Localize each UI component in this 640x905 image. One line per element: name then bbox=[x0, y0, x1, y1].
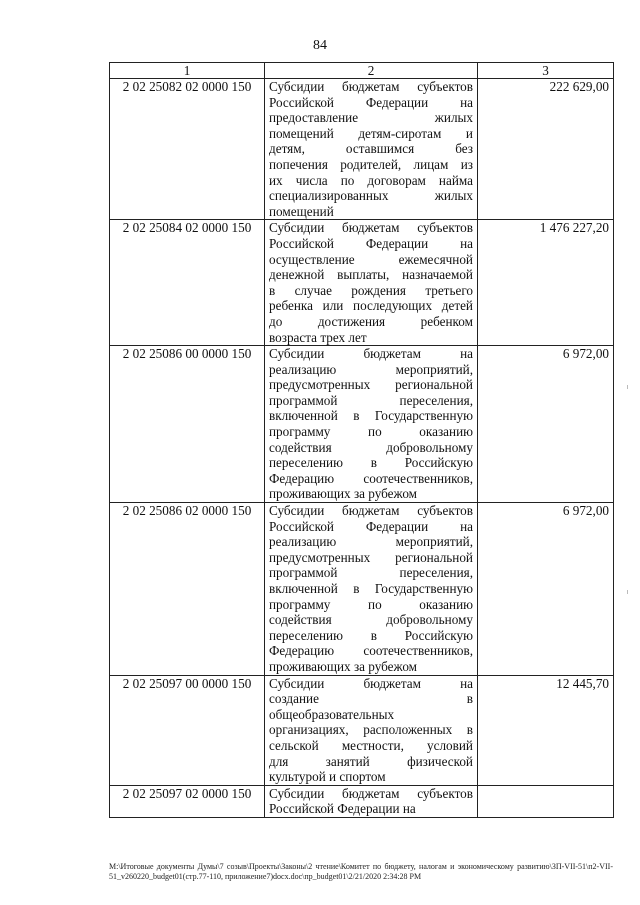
description-line: предусмотренных региональной bbox=[269, 549, 473, 565]
description-line: программой переселения, bbox=[269, 392, 473, 408]
table-header-row bbox=[110, 63, 614, 79]
column-header-2: 2 bbox=[265, 63, 478, 79]
table-row bbox=[110, 79, 614, 220]
description-line: Субсидии бюджетам субъектов bbox=[269, 785, 473, 801]
budget-code-cell: 2 02 25082 02 0000 150 bbox=[110, 79, 265, 220]
table-row bbox=[110, 220, 614, 346]
budget-code-cell: 2 02 25084 02 0000 150 bbox=[110, 220, 265, 346]
column-header-1: 1 bbox=[110, 63, 265, 79]
description-line: помещений bbox=[269, 203, 334, 219]
budget-code-cell: 2 02 25097 02 0000 150 bbox=[110, 785, 265, 817]
description-line: переселению в Российскую bbox=[269, 455, 473, 471]
description-line: детям, оставшимся без bbox=[269, 141, 473, 157]
description-line: организациях, расположенных в bbox=[269, 722, 473, 738]
description-line: включенной в Государственную bbox=[269, 408, 473, 424]
budget-code-cell: 2 02 25097 00 0000 150 bbox=[110, 675, 265, 785]
table-body bbox=[110, 79, 614, 818]
description-line: переселению в Российскую bbox=[269, 627, 473, 643]
description-line: Субсидии бюджетам на bbox=[269, 346, 473, 362]
description-line: Российской Федерации на bbox=[269, 94, 473, 110]
amount-cell bbox=[478, 785, 614, 817]
description-line: Субсидии бюджетам субъектов bbox=[269, 79, 473, 94]
amount-cell: 222 629,00 bbox=[478, 79, 614, 220]
table-row bbox=[110, 503, 614, 676]
description-line: общеобразовательных bbox=[269, 706, 395, 722]
description-line: в случае рождения третьего bbox=[269, 282, 473, 298]
file-path-footer: М:\Итоговые документы Думы\7 созыв\Проекты\Законы\2 чтение\Комитет по бюджету, налогам и экономическому развитию\ЗП-VII-51\п2-VII-51_v260220_budget01(стр.77-110, приложение7)docx.doc\пр_budget01\2/21/2020 2:34:28 PM bbox=[109, 862, 613, 881]
description-line: Субсидии бюджетам на bbox=[269, 675, 473, 691]
description-line: денежной выплаты, назначаемой bbox=[269, 267, 473, 283]
description-line: Российской Федерации на bbox=[269, 518, 473, 534]
budget-code-cell: 2 02 25086 00 0000 150 bbox=[110, 346, 265, 503]
description-line: программу по оказанию bbox=[269, 596, 473, 612]
description-line: проживающих за рубежом bbox=[269, 486, 418, 502]
description-line: Российской Федерации на bbox=[269, 801, 416, 817]
table-row bbox=[110, 785, 614, 817]
description-line: программу по оказанию bbox=[269, 424, 473, 440]
description-line: Субсидии бюджетам субъектов bbox=[269, 503, 473, 519]
description-line: создание в bbox=[269, 691, 473, 707]
amount-cell: 1 476 227,20 bbox=[478, 220, 614, 346]
budget-table bbox=[109, 62, 614, 818]
description-line: Российской Федерации на bbox=[269, 235, 473, 251]
description-line: для занятий физической bbox=[269, 753, 473, 769]
description-line: осуществление ежемесячной bbox=[269, 251, 473, 267]
description-line: специализированных жилых bbox=[269, 188, 473, 204]
description-line: ребенка или последующих детей bbox=[269, 298, 473, 314]
page-number: 84 bbox=[313, 38, 327, 53]
description-cell bbox=[265, 503, 478, 676]
description-cell bbox=[265, 675, 478, 785]
amount-cell: 12 445,70 bbox=[478, 675, 614, 785]
scan-mark bbox=[627, 385, 628, 389]
column-header-3: 3 bbox=[478, 63, 614, 79]
description-cell bbox=[265, 785, 478, 817]
description-line: реализацию мероприятий, bbox=[269, 534, 473, 550]
amount-cell: 6 972,00 bbox=[478, 346, 614, 503]
description-line: содействия добровольному bbox=[269, 439, 473, 455]
description-line: культурой и спортом bbox=[269, 769, 386, 785]
description-cell bbox=[265, 346, 478, 503]
description-cell bbox=[265, 220, 478, 346]
description-line: их числа по договорам найма bbox=[269, 172, 473, 188]
description-line: помещений детям-сиротам и bbox=[269, 125, 473, 141]
description-line: содействия добровольному bbox=[269, 612, 473, 628]
description-line: реализацию мероприятий, bbox=[269, 361, 473, 377]
description-line: до достижения ребенком bbox=[269, 313, 473, 329]
amount-cell: 6 972,00 bbox=[478, 503, 614, 676]
description-line: возраста трех лет bbox=[269, 329, 367, 345]
description-line: предоставление жилых bbox=[269, 110, 473, 126]
description-line: Субсидии бюджетам субъектов bbox=[269, 220, 473, 236]
description-line: программой переселения, bbox=[269, 565, 473, 581]
description-line: попечения родителей, лицам из bbox=[269, 156, 473, 172]
description-line: сельской местности, условий bbox=[269, 737, 473, 753]
scan-mark bbox=[627, 590, 628, 594]
description-line: проживающих за рубежом bbox=[269, 658, 418, 674]
description-line: включенной в Государственную bbox=[269, 581, 473, 596]
description-line: Федерацию соотечественников, bbox=[269, 470, 473, 486]
description-cell bbox=[265, 79, 478, 220]
description-line: предусмотренных региональной bbox=[269, 377, 473, 393]
table-row bbox=[110, 346, 614, 503]
description-line: Федерацию соотечественников, bbox=[269, 643, 473, 659]
budget-code-cell: 2 02 25086 02 0000 150 bbox=[110, 503, 265, 676]
table-row bbox=[110, 675, 614, 785]
